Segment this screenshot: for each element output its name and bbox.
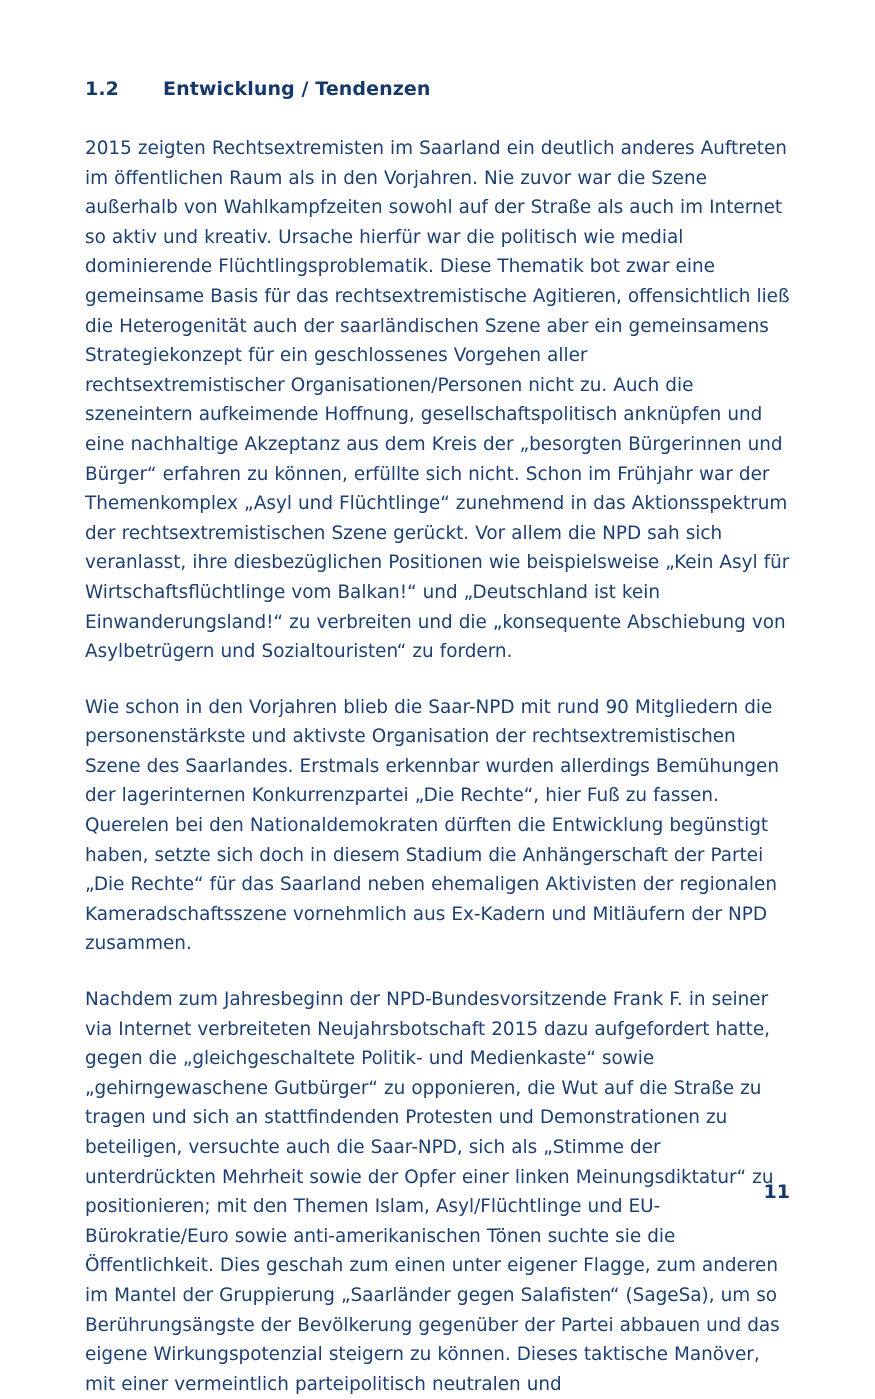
body-paragraph: Wie schon in den Vorjahren blieb die Saar-NPD mit rund 90 Mitgliedern die personenstärkste und aktivste Organisation der rechtsextremistischen Szene des Saarlandes. Erstmals erkennbar wurden allerdings Bemühungen der lagerinternen Konkurrenzpartei „Die Rechte“, hier Fuß zu fassen. Querelen bei den Nationaldemokraten dürften die Entwicklung begünstigt haben, setzte sich doch in diesem Stadium die Anhängerschaft der Partei „Die Rechte“ für das Saarland neben ehemaligen Aktivisten der regionalen Kameradschaftsszene vornehmlich aus Ex-Kadern und Mitläufern der NPD zusammen.	[85, 696, 780, 955]
body-paragraph: Nachdem zum Jahresbeginn der NPD-Bundesvorsitzende Frank F. in seiner via Internet verbreiteten Neujahrsbotschaft 2015 dazu aufgefordert hatte, gegen die „gleichgeschaltete Politik- und Medienkaste“ sowie „gehirngewaschene Gutbürger“ zu opponieren, die Wut auf die Straße zu tragen und sich an stattfindenden Protesten und Demonstrationen zu beteiligen, versuchte auch die Saar-NPD, sich als „Stimme der unterdrückten Mehrheit sowie der Opfer einer linken Meinungsdiktatur“ zu positionieren; mit den Themen Islam, Asyl/Flüchtlinge und EU-Bürokratie/Euro sowie anti-amerikanischen Tönen suchte sie die Öffentlichkeit. Dies geschah zum einen unter eigener Flagge, zum anderen im Mantel der Gruppierung „Saarländer gegen Salafisten“ (SageSa), um so Berührungsängste der Bevölkerung gegenüber der Partei abbauen und das eigene Wirkungspotenzial steigern zu können. Dieses taktische Manöver, mit einer vermeintlich parteipolitisch neutralen und	[85, 989, 780, 1395]
page-number: 11	[763, 1181, 790, 1203]
section-heading	[85, 78, 790, 100]
body-paragraph: 2015 zeigten Rechtsextremisten im Saarland ein deutlich anderes Auftreten im öffentlichen Raum als in den Vorjahren. Nie zuvor war die Szene außerhalb von Wahlkampfzeiten sowohl auf der Straße als auch im Internet so aktiv und kreativ. Ursache hierfür war die politisch wie medial dominierende Flüchtlingsproblematik. Diese Thematik bot zwar eine gemeinsame Basis für das rechtsextremistische Agitieren, offensichtlich ließ die Heterogenität auch der saarländischen Szene aber ein gemeinsamens Strategiekonzept für ein geschlossenes Vorgehen aller rechtsextremistischer Organisationen/Personen nicht zu. Auch die szeneintern aufkeimende Hoffnung, gesellschaftspolitisch anknüpfen und eine nachhaltige Akzeptanz aus dem Kreis der „besorgten Bürgerinnen und Bürger“ erfahren zu können, erfüllte sich nicht. Schon im Frühjahr war der Themenkomplex „Asyl und Flüchtlinge“ zunehmend in das Aktionsspektrum der rechtsextremistischen Szene gerückt. Vor allem die NPD sah sich veranlasst, ihre diesbezüglichen Positionen wie beispielsweise „Kein Asyl für Wirtschaftsflüchtlinge vom Balkan!“ und „Deutschland ist kein Einwanderungsland!“ zu verbreiten und die „konsequente Abschiebung von Asylbetrügern und Sozialtouristen“ zu fordern.	[85, 138, 790, 663]
section-title: Entwicklung / Tendenzen	[163, 78, 431, 100]
section-number: 1.2	[85, 78, 119, 100]
